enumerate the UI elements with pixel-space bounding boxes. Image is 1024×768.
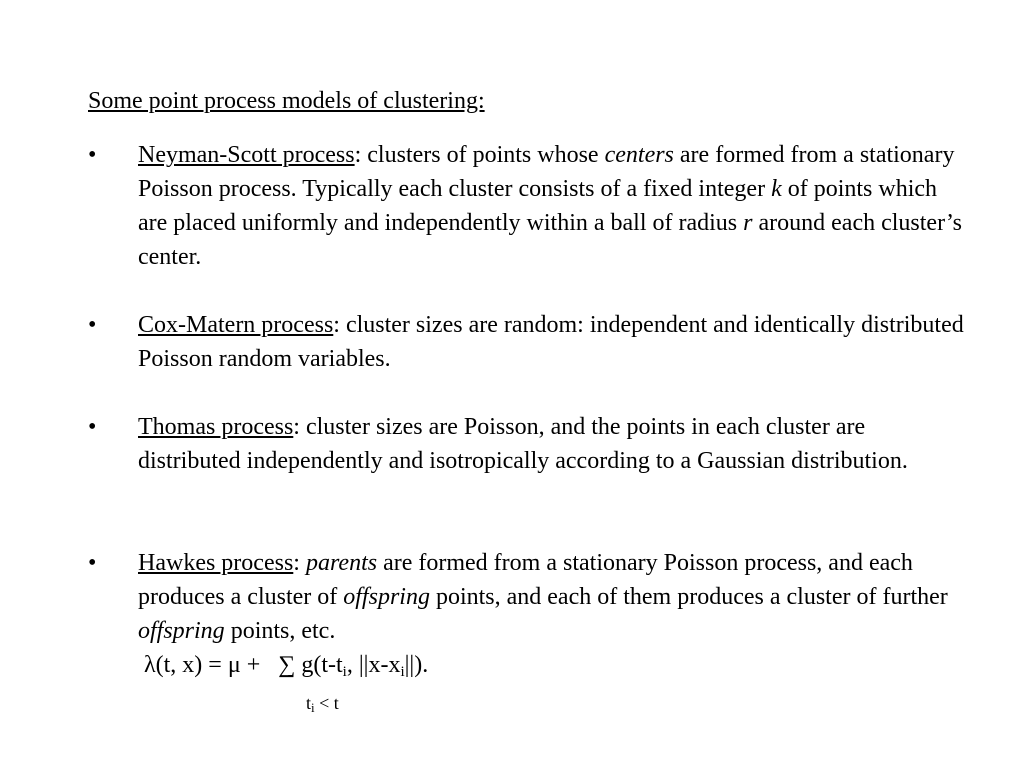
italic-run: r	[743, 210, 753, 236]
bullet-cox-matern	[88, 308, 968, 376]
italic-run: offspring	[138, 618, 225, 644]
text-run: points, and each of them produces a cluster of further	[429, 584, 948, 610]
bullet-icon: •	[88, 550, 97, 576]
term-thomas: Thomas process	[138, 414, 294, 440]
formula-part: g(t-t	[295, 652, 343, 678]
bullet-icon: •	[88, 414, 97, 440]
bullet-text	[138, 138, 968, 274]
italic-run: offspring	[343, 584, 430, 610]
formula-lhs: λ(t, x) = μ +	[144, 652, 261, 678]
text-run: around each cluster’s center.	[138, 210, 962, 270]
bullet-thomas	[88, 410, 968, 478]
formula-subscript: i	[400, 664, 405, 680]
summation-index	[306, 692, 339, 714]
bullet-text	[138, 546, 968, 682]
bullet-icon: •	[88, 312, 97, 338]
formula-subscript: i	[342, 664, 347, 680]
text-run: : cluster sizes are random: independent and identically distributed Poisson random variables.	[138, 312, 964, 372]
term-neyman-scott: Neyman-Scott process	[138, 142, 355, 168]
formula-part: < t	[314, 693, 339, 713]
term-hawkes: Hawkes process	[138, 550, 294, 576]
bullet-text	[138, 410, 968, 478]
formula-part: ||).	[404, 652, 429, 678]
slide-heading: Some point process models of clustering:	[88, 88, 485, 114]
summation-icon: ∑	[278, 652, 296, 678]
text-run: :	[293, 550, 306, 576]
text-run: are formed from a stationary Poisson process. Typically each cluster consists of a fixed integer	[138, 142, 955, 202]
italic-run: parents	[305, 550, 378, 576]
italic-run: centers	[604, 142, 674, 168]
term-cox-matern: Cox-Matern process	[138, 312, 334, 338]
text-run: of points which are placed uniformly and independently within a ball of radius	[138, 176, 938, 236]
bullet-icon: •	[88, 142, 97, 168]
italic-run: k	[771, 176, 782, 202]
hawkes-intensity-formula	[138, 652, 428, 678]
bullet-text	[138, 308, 968, 376]
text-run: points, etc.	[224, 618, 336, 644]
formula-part: t	[306, 693, 312, 713]
formula-part: , ||x-x	[346, 652, 401, 678]
text-run: are formed from a stationary Poisson process, and each produces a cluster of	[138, 550, 913, 610]
text-run: : cluster sizes are Poisson, and the points in each cluster are distributed independently and isotropically according to a Gaussian distribution.	[138, 414, 908, 474]
bullet-hawkes	[88, 546, 968, 682]
formula-subscript: i	[311, 700, 315, 715]
text-run: : clusters of points whose	[354, 142, 605, 168]
bullet-neyman-scott	[88, 138, 968, 274]
